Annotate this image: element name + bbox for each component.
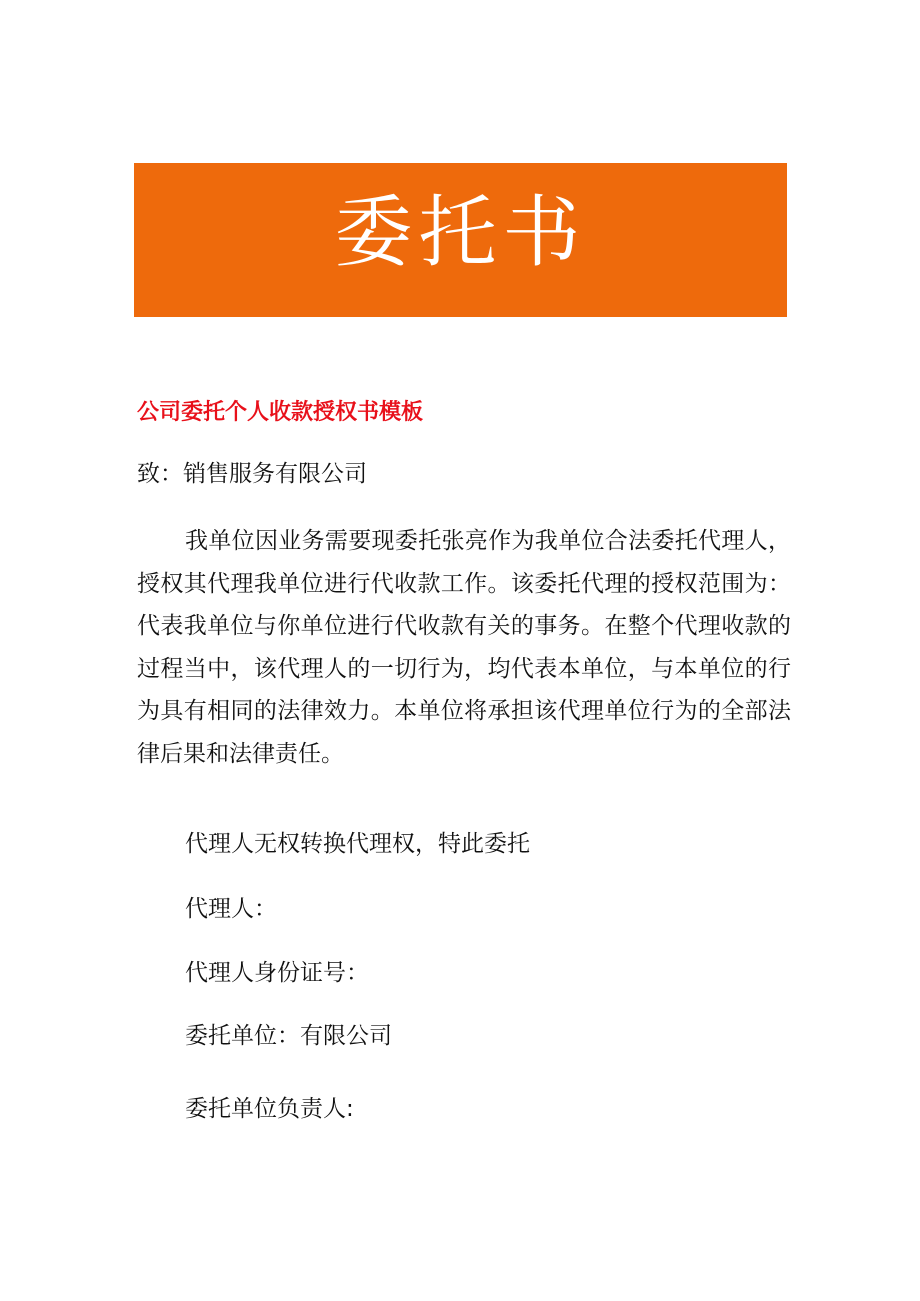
agent-id-field: 代理人身份证号： — [185, 960, 369, 986]
document-heading: 公司委托个人收款授权书模板 — [137, 400, 424, 425]
unit-head-field: 委托单位负责人: — [185, 1096, 354, 1122]
agent-field: 代理人： — [185, 896, 277, 922]
addressee-line: 致：销售服务有限公司 — [137, 461, 367, 487]
title-banner — [134, 163, 787, 317]
entrusting-unit-field: 委托单位：有限公司 — [185, 1023, 392, 1049]
body-paragraph: 我单位因业务需要现委托张亮作为我单位合法委托代理人，授权其代理我单位进行代收款工作。该委托代理的授权范围为：代表我单位与你单位进行代收款有关的事务。在整个代理收款的过程当中，该代理人的一切行为，均代表本单位，与本单位的行为具有相同的法律效力。本单位将承担该代理单位行为的全部法律后果和法律责任。 — [137, 528, 791, 767]
statement-line: 代理人无权转换代理权，特此委托 — [185, 831, 530, 857]
banner-title: 委托书 — [334, 188, 587, 278]
